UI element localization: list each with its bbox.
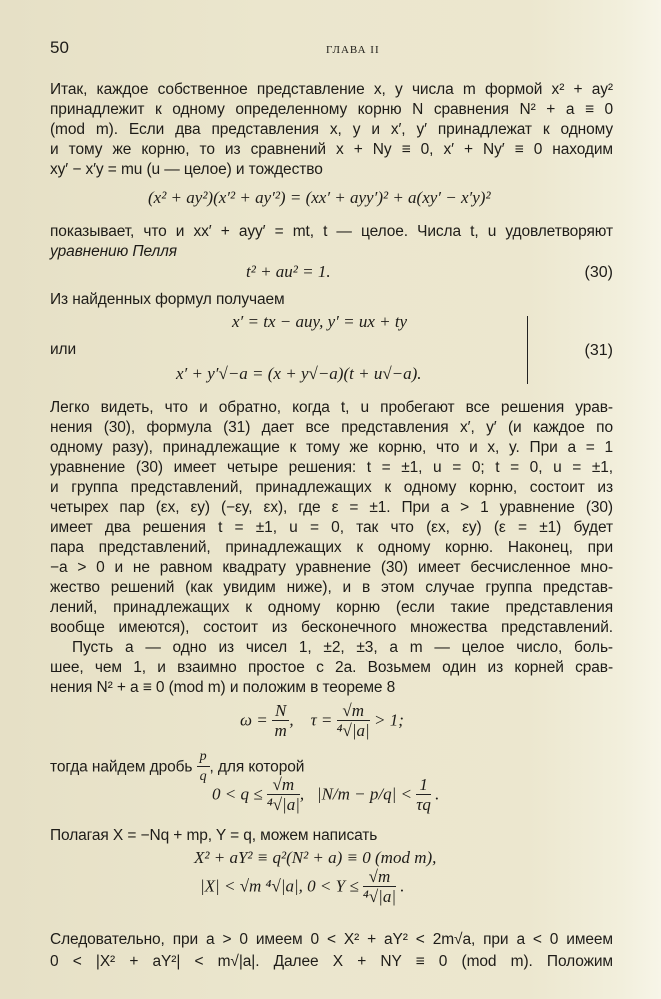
text-line: Полагая X = −Nq + mp, Y = q, можем написать [50,827,378,844]
equation-label-31: (31) [584,342,613,359]
text-line: уравнение (30) имеет четыре решения: t = ±1, u = 0; t = 0, u = ±1, [50,459,613,476]
frac-num: p [197,748,210,767]
text-line: и тому же корню, то из сравнений x + Ny ≡ 0, x′ + Ny′ ≡ 0 находим [50,141,613,158]
equation-bounds [200,868,405,907]
bounds-num: √m [363,868,396,887]
equation-identity: (x² + ay²)(x′² + ay′²) = (xx′ + ayy′)² + a(xy′ − x′y)² [148,188,491,207]
equation-omega-tau: ω = $\frac{N}{m}$ , τ = $\frac{√m}{\text{⁴√|a|}}$ > 1; [240,701,404,740]
text-line: жество решений (как увидим ниже), и в этом случае группа представ- [50,579,613,596]
text-line: xy′ − x′y = mu (u — целое) и тождество [50,161,323,178]
text-line: Пусть a — одно из чисел 1, ±2, ±3, a m — целое число, боль- [72,639,613,656]
bounds-left: |X| < √m ⁴√|a|, 0 < Y ≤ [200,876,359,896]
text-line: лений, принадлежащих к одному корню (если такие представления [50,599,613,616]
tau-num: √m [337,702,370,721]
text-line-or: или [50,341,77,358]
running-title: ГЛАВА II [326,44,380,56]
text-line: Следовательно, при a > 0 имеем 0 < X² + aY² < 2m√a, при a < 0 имеем [50,931,613,948]
text-line: четырех пар (εx, εy) (−εy, εx), где ε = ±1. При a > 1 уравнение (30) [50,499,613,516]
text-line: одному разу), принадлежащие к тому же корню, что и x, y. При a = 1 [50,439,613,456]
text-line: 0 < |X² + aY²| < m√|a|. Далее X + NY ≡ 0 (mod m). Положим [50,953,613,970]
text-line: шее, чем 1, и взаимно простое с 2a. Возьмем один из корней срав- [50,659,613,676]
text-line: уравнению Пелля [50,243,177,260]
omega-den: m [274,721,287,740]
omega-num: N [272,702,289,721]
bounds-tail: . [400,876,405,896]
q-lhs: 0 < q ≤ [212,784,263,804]
text-line: принадлежит к одному определенному корню N сравнения N² + a ≡ 0 [50,101,613,118]
equation-30: t² + au² = 1. [246,262,331,281]
equation-label-30: (30) [584,264,613,281]
text: тогда найдем дробь [50,758,193,776]
text-line: показывает, что и xx′ + ayy′ = mt, t — целое. Числа t, u удовлетворяют [50,223,613,240]
text-line: имеет два решения t = ±1, u = 0, так что (εx, εy) (ε = ±1) будет [50,519,613,536]
text: , для которой [209,758,305,776]
tau-den: ⁴√|a| [336,721,370,740]
text-line: Итак, каждое собственное представление x, y числа m формой x² + ay² [50,81,613,98]
text-line: −a > 0 и не равном квадрату уравнение (30) имеет бесчисленное мно- [50,559,613,576]
q-abs: |N/m − p/q| < [316,784,413,804]
q-den: ⁴√|a| [266,795,300,814]
q-tail: . [435,784,440,804]
frac-den: q [199,769,207,784]
equation-brace [523,316,528,384]
text-line: Легко видеть, что и обратно, когда t, u пробегают все решения урав- [50,399,613,416]
text-line: вообще имеются), состоит из бесконечного множества представлений. [50,619,613,636]
text-line: нения (30), формула (31) дает все представления x′, y′ (и каждое по [50,419,613,436]
bounds-den: ⁴√|a| [362,887,396,906]
omega-lhs: ω = [240,710,268,730]
equation-31b: x′ + y′√−a = (x + y√−a)(t + u√−a). [176,364,422,383]
equation-X: X² + aY² ≡ q²(N² + a) ≡ 0 (mod m), [194,848,437,867]
text-line: (mod m). Если два представления x, y и x′, y′ принадлежат к одному [50,121,613,138]
tau-tail: > 1; [373,710,404,730]
equation-q-bound: 0 < q ≤ $\frac{√m}{\text{⁴√|a|}}$ , |N/m − p/q| < $\frac{1}{\tau q}$ . [212,775,440,814]
q-rnum: 1 [416,776,431,795]
tau-lhs: τ = [310,710,333,730]
text-line: пара представлений, принадлежащих к одному корню. Наконец, при [50,539,613,556]
text-line: Из найденных формул получаем [50,291,285,308]
q-num: √m [267,776,300,795]
equation-31a: x′ = tx − auy, y′ = ux + ty [232,312,408,331]
q-rden: τq [416,795,431,814]
text-line: и группа представлений, принадлежащих к одному корню, состоит из [50,479,613,496]
page-number: 50 [50,38,69,57]
text-line: нения N² + a ≡ 0 (mod m) и положим в теореме 8 [50,679,396,696]
